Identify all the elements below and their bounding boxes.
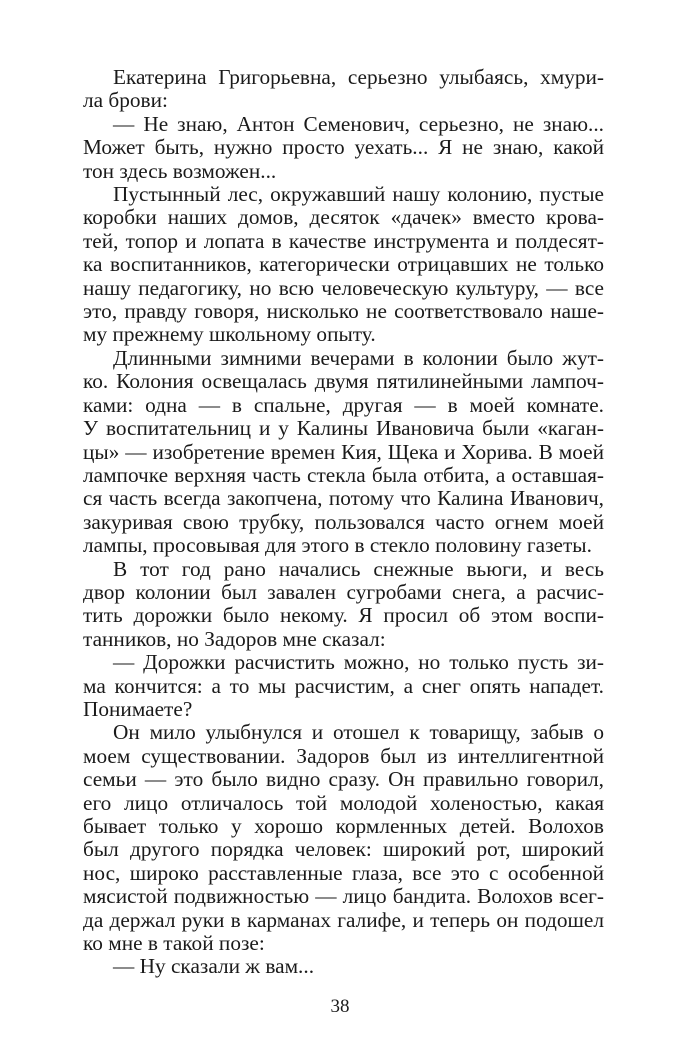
- text-line: бывает только у хорошо кормленных детей. Волохов: [83, 814, 604, 838]
- text-line: Может быть, нужно просто уехать... Я не знаю, какой: [83, 135, 604, 160]
- text-line: Понимаете?: [83, 696, 193, 721]
- text-line: — Дорожки расчистить можно, но только пусть зи-: [113, 650, 604, 675]
- text-line: семьи — это было видно сразу. Он правильно говорил,: [83, 767, 604, 792]
- text-line: тон здесь возможен...: [83, 158, 277, 183]
- text-line: был другого порядка человек: широкий рот, широкий: [83, 837, 604, 862]
- text-line: В тот год рано начались снежные вьюги, и весь: [113, 556, 604, 581]
- text-line: лампы, просовывая для этого в стекло половину газеты.: [83, 533, 592, 558]
- text-line: нос, широко расставленные глаза, все это с особенной: [83, 860, 604, 885]
- text-line: цы» — изобретение времен Кия, Щека и Хорива. В моей: [83, 439, 604, 464]
- page-number: 38: [330, 996, 350, 1017]
- text-line: ся часть всегда закопчена, потому что Калина Иванович,: [83, 486, 604, 511]
- text-line: тить дорожки было некому. Я просил об этом воспи-: [83, 603, 604, 628]
- paragraph: [83, 955, 604, 978]
- text-line: мясистой подвижностью — лицо бандита. Волохов всег-: [83, 884, 604, 909]
- paragraph: [83, 721, 604, 955]
- text-line: это, правду говоря, нисколько не соответствовало наше-: [83, 299, 604, 324]
- paragraph: [83, 558, 604, 652]
- text-line: Длинными зимними вечерами в колонии было жут-: [113, 345, 604, 370]
- text-line: Он мило улыбнулся и отошел к товарищу, забыв о: [113, 720, 604, 745]
- text-line: танников, но Задоров мне сказал:: [83, 626, 386, 651]
- text-line: ма кончится: а то мы расчистим, а снег опять нападет.: [83, 673, 604, 698]
- text-line: Екатерина Григорьевна, серьезно улыбаясь, хмури-: [113, 65, 604, 89]
- text-line: моем существовании. Задоров был из интеллигентной: [83, 743, 604, 768]
- text-line: лампочке верхняя часть стекла была отбита, а оставшая-: [83, 462, 604, 487]
- text-line: двор колонии был завален сугробами снега, а расчис-: [83, 579, 604, 604]
- text-line: тей, топор и лопата в качестве инструмента и полдесят-: [83, 228, 604, 253]
- text-line: — Ну сказали ж вам...: [113, 954, 315, 979]
- paragraph: [83, 113, 604, 183]
- paragraph: [83, 651, 604, 721]
- text-line: закуривая свою трубку, пользовался часто огнем моей: [83, 509, 604, 534]
- book-page-text: [83, 66, 604, 979]
- text-line: его лицо отличалось той молодой холеностью, какая: [83, 790, 604, 815]
- text-line: да держал руки в карманах галифе, и теперь он подошел: [83, 907, 604, 932]
- paragraph: [83, 183, 604, 347]
- text-line: ко мне в такой позе:: [83, 931, 265, 956]
- text-line: ками: одна — в спальне, другая — в моей комнате.: [83, 392, 604, 417]
- text-line: му прежнему школьному опыту.: [83, 322, 376, 347]
- text-line: нашу педагогику, но всю человеческую культуру, — все: [83, 275, 604, 300]
- text-line: Пустынный лес, окружавший нашу колонию, пустые: [113, 182, 604, 207]
- text-line: ка воспитанников, категорически отрицавших не только: [83, 252, 604, 277]
- paragraph: [83, 347, 604, 558]
- text-line: У воспитательниц и у Калины Ивановича были «каган-: [83, 416, 604, 441]
- paragraph: [83, 66, 604, 113]
- text-line: коробки наших домов, десяток «дачек» вместо крова-: [83, 205, 604, 230]
- text-line: — Не знаю, Антон Семенович, серьезно, не знаю...: [113, 111, 604, 136]
- text-line: ла брови:: [83, 88, 168, 113]
- text-line: ко. Колония освещалась двумя пятилинейными лампоч-: [83, 369, 604, 394]
